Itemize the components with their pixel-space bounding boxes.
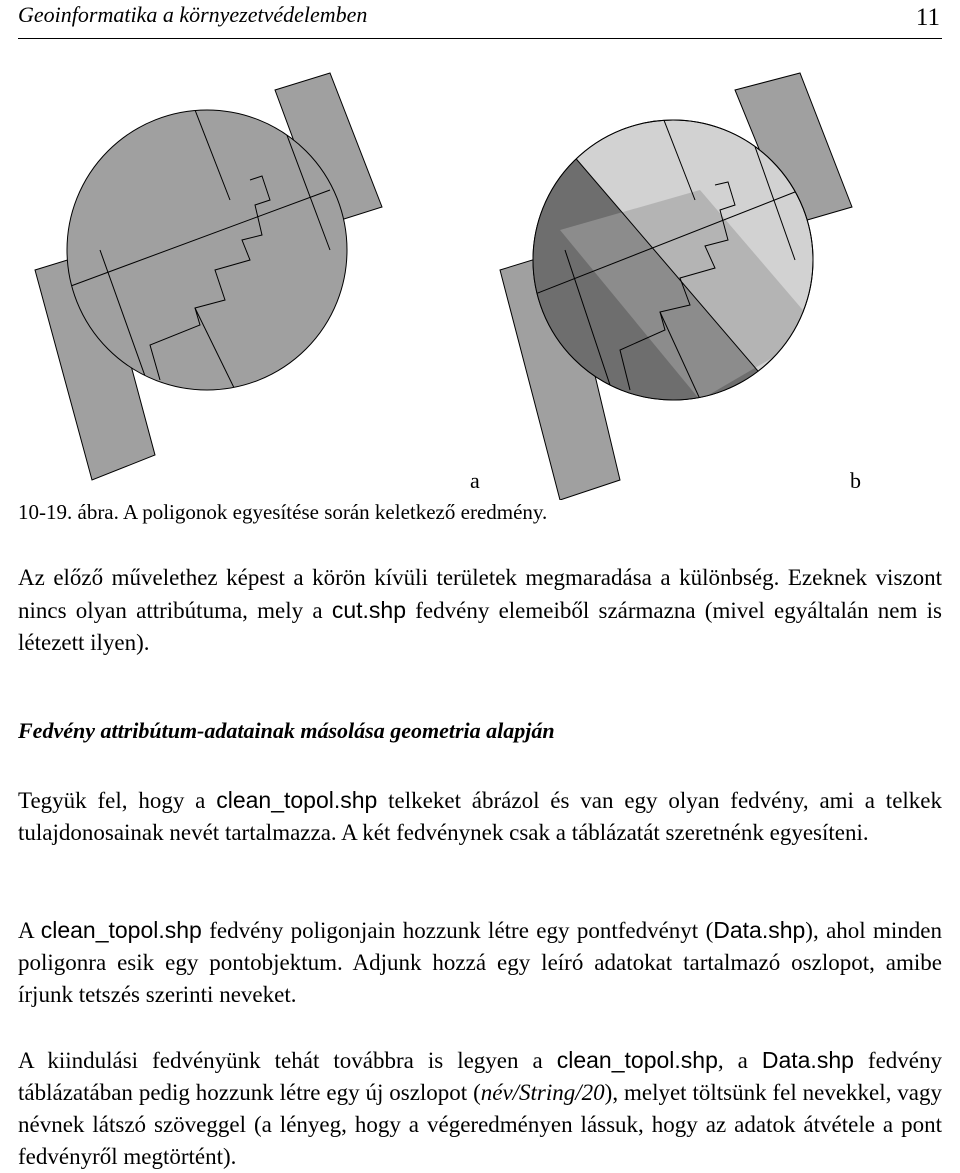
polygon-union-figure [0,60,960,500]
page-header-title: Geoinformatika a környezetvédelemben [18,2,368,27]
header-rule [18,38,942,39]
section-heading: Fedvény attribútum-adatainak másolása geometria alapján [18,718,555,743]
code-clean-topol-shp: clean_topol.shp [40,917,202,943]
paragraph-1: Az előző művelethez képest a körön kívüli területek megmaradása a különbség. Ezeknek viszont nincs olyan attribútuma, mely a cut.shp fedvény elemeiből származna (mivel egyáltalán nem is létezett ilyen). [18,565,942,655]
code-clean-topol-shp: clean_topol.shp [556,1047,718,1073]
code-cut-shp: cut.shp [331,597,406,623]
code-data-shp: Data.shp [713,917,806,943]
figure-caption: 10-19. ábra. A poligonok egyesítése során keletkező eredmény. [18,500,548,524]
paragraph-3: A clean_topol.shp fedvény poligonjain hozzunk létre egy pontfedvényt (Data.shp), ahol minden poligonra esik egy pontobjektum. Adjunk hozzá egy leíró adatokat tartalmazó oszlopot, amibe írjunk tetszés szerinti neveket. [18,917,943,1007]
figure-a-circle [67,110,347,390]
figure-a [35,73,382,480]
figure-label-b: b [850,468,861,493]
code-clean-topol-shp: clean_topol.shp [216,787,378,813]
figure-label-a: a [470,468,480,493]
paragraph-2: Tegyük fel, hogy a clean_topol.shp telkeket ábrázol és van egy olyan fedvény, ami a telkek tulajdonosainak nevét tartalmazza. A két fedvénynek csak a táblázatát szeretnénk egyesíteni. [18,787,943,845]
paragraph-4: A kiindulási fedvényünk tehát továbbra is legyen a clean_topol.shp, a Data.shp fedvény táblázatában pedig hozzunk létre egy új oszlopot (név/String/20), melyet töltsünk fel nevekkel, vagy névnek látszó szöveggel (a lényeg, hogy a végeredményen lássuk, hogy az adatok átvétele a pont fedvényről megtörtént). [18,1047,942,1169]
italic-column-spec: név/String/20 [480,1080,605,1105]
code-data-shp: Data.shp [761,1047,854,1073]
page-number: 11 [915,4,940,31]
figure-b [400,73,852,500]
